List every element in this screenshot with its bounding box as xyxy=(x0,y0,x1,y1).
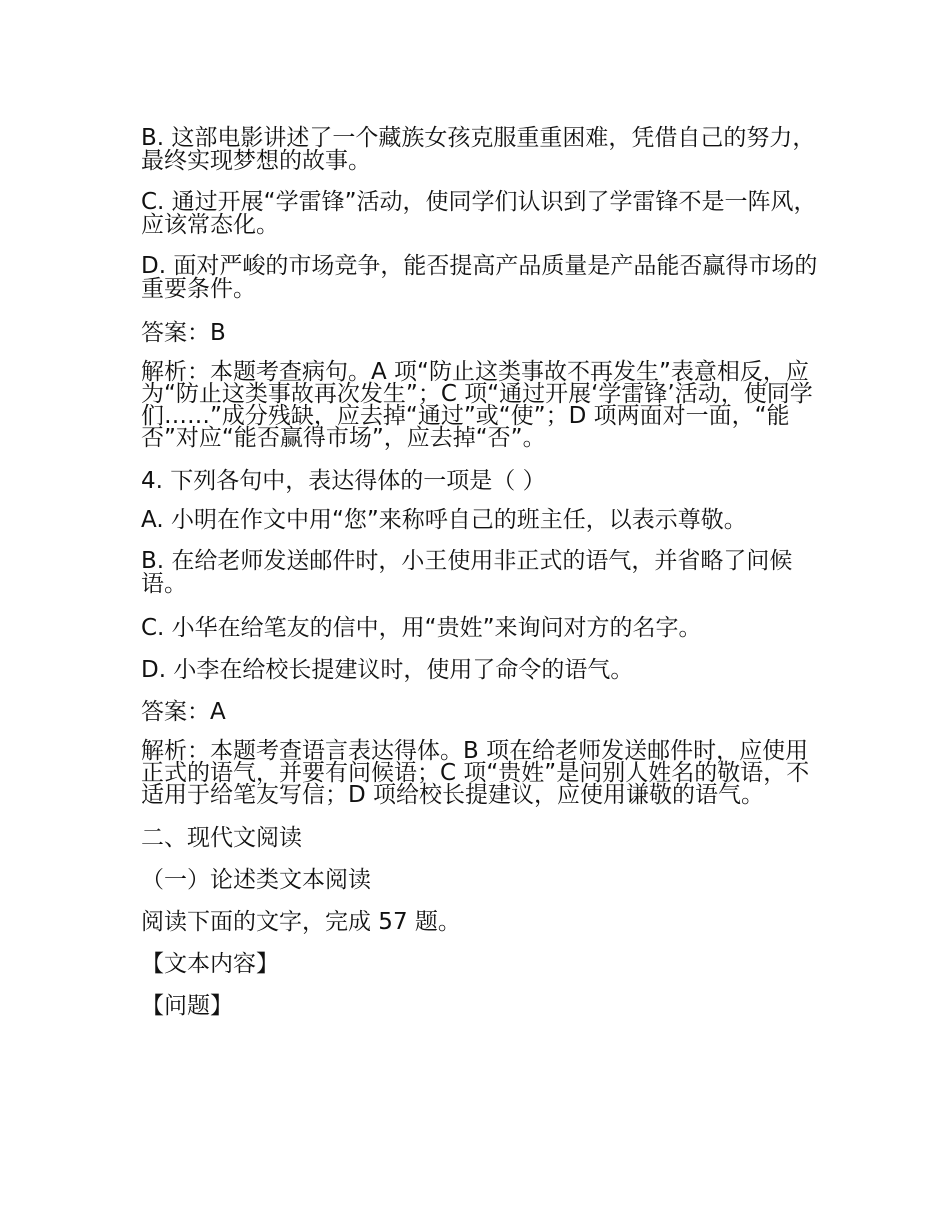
q3-option-c: C. 通过开展“学雷锋”活动，使同学们认识到了学雷锋不是一阵风，应该常态化。 xyxy=(141,189,817,238)
text-content-heading: 【文本内容】 xyxy=(141,951,279,977)
q4-option-c: C. 小华在给笔友的信中，用“贵姓”来询问对方的名字。 xyxy=(141,615,702,641)
q4-option-a: A. 小明在作文中用“您”来称呼自己的班主任，以表示尊敬。 xyxy=(141,507,747,533)
q4-analysis: 解析：本题考查语言表达得体。B 项在给老师发送邮件时，应使用正式的语气，并要有问候语；C 项“贵姓”是问别人姓名的敬语，不适用于给笔友写信；D 项给校长提建议，应使用谦敬的语气。 xyxy=(141,738,810,808)
section-heading: 二、现代文阅读 xyxy=(141,825,302,851)
q3-option-b: B. 这部电影讲述了一个藏族女孩克服重重困难，凭借自己的努力，最终实现梦想的故事。 xyxy=(141,125,816,174)
q4-question: 4. 下列各句中，表达得体的一项是（ ） xyxy=(141,468,546,494)
q4-option-d: D. 小李在给校长提建议时，使用了命令的语气。 xyxy=(141,657,634,683)
q4-option-b: B. 在给老师发送邮件时，小王使用非正式的语气，并省略了问候语。 xyxy=(141,548,793,597)
q3-analysis: 解析：本题考查病句。A 项“防止这类事故不再发生”表意相反，应为“防止这类事故再次发生”；C 项“通过开展‘学雷锋’活动，使同学们……”成分残缺，应去掉“通过”或“使”；D 项两面对一面，“能否”对应“能否赢得市场”，应去掉“否”。 xyxy=(141,359,813,451)
subsection-heading: （一）论述类文本阅读 xyxy=(141,867,371,893)
q4-answer: 答案：A xyxy=(141,699,226,725)
question-heading: 【问题】 xyxy=(141,993,233,1019)
reading-instruction: 阅读下面的文字，完成 57 题。 xyxy=(141,909,461,935)
q3-answer: 答案：B xyxy=(141,320,226,346)
q3-option-d: D. 面对严峻的市场竞争，能否提高产品质量是产品能否赢得市场的重要条件。 xyxy=(141,253,818,302)
document-page xyxy=(141,127,821,1034)
